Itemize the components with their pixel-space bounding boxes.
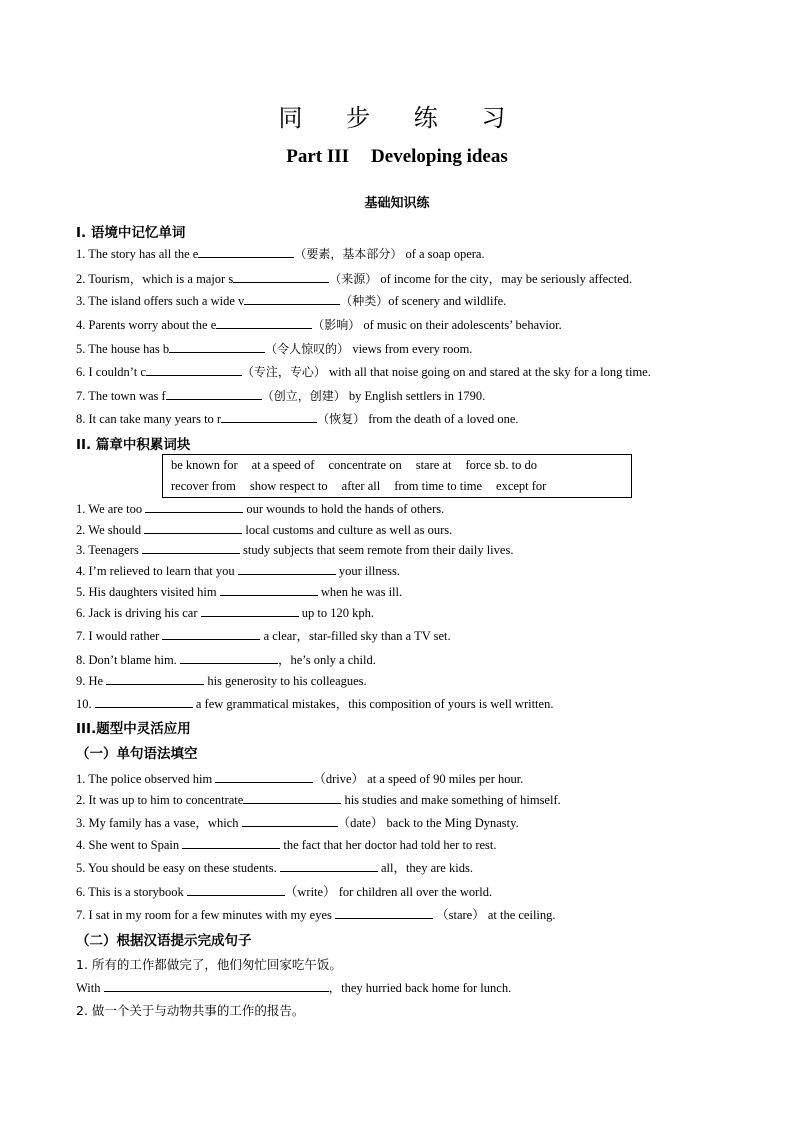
answer-blank[interactable]	[146, 363, 242, 376]
phrase-item: 6. Jack is driving his car up to 120 kph.	[76, 606, 374, 620]
vocab-item: 2. Tourism，which is a major s （来源） of income for the city，may be seriously affected.	[76, 272, 633, 286]
grammar-item: 6. This is a storybook （write） for children all over the world.	[76, 885, 493, 899]
phrase-item: 5. His daughters visited him when he was ill.	[76, 585, 403, 599]
answer-blank[interactable]	[201, 604, 299, 617]
answer-blank[interactable]	[335, 906, 433, 919]
vocab-item: 7. The town was f （创立，创建） by English settlers in 1790.	[76, 389, 486, 403]
answer-blank[interactable]	[187, 883, 285, 896]
vocab-item: 3. The island offers such a wide v （种类）of scenery and wildlife.	[76, 294, 507, 308]
word-bank-item: concentrate on	[328, 458, 402, 472]
answer-blank[interactable]	[221, 410, 317, 423]
answer-blank[interactable]	[182, 836, 280, 849]
answer-blank[interactable]	[233, 270, 329, 283]
grammar-item: 4. She went to Spain the fact that her doctor had told her to rest.	[76, 838, 497, 852]
word-bank-item: at a speed of	[251, 458, 315, 472]
answer-blank[interactable]	[238, 562, 336, 575]
answer-blank[interactable]	[166, 387, 262, 400]
word-bank-row	[171, 479, 560, 494]
answer-blank[interactable]	[104, 979, 329, 992]
subtitle-topic: Developing ideas	[371, 146, 508, 167]
answer-blank[interactable]	[144, 521, 242, 534]
answer-blank[interactable]	[169, 340, 265, 353]
grammar-item: 3. My family has a vase，which （date） back to the Ming Dynasty.	[76, 816, 519, 830]
phrase-item: 9. He his generosity to his colleagues.	[76, 674, 367, 688]
answer-blank[interactable]	[106, 672, 204, 685]
grammar-item: 1. The police observed him （drive） at a speed of 90 miles per hour.	[76, 772, 524, 786]
answer-blank[interactable]	[242, 814, 338, 827]
section3-heading: III.题型中灵活应用	[76, 721, 191, 737]
translation-prompt: 1. 所有的工作都做完了，他们匆忙回家吃午饭。	[76, 957, 342, 972]
answer-blank[interactable]	[243, 791, 341, 804]
grammar-item: 5. You should be easy on these students. all，they are kids.	[76, 861, 473, 875]
answer-blank[interactable]	[145, 500, 243, 513]
phrase-item: 4. I’m relieved to learn that you your illness.	[76, 564, 400, 578]
word-bank-row	[171, 458, 551, 473]
answer-blank[interactable]	[280, 859, 378, 872]
word-bank-item: from time to time	[394, 479, 483, 493]
translation-prompt: 2. 做一个关于与动物共事的工作的报告。	[76, 1003, 305, 1018]
phrase-item: 7. I would rather a clear，star-filled sky than a TV set.	[76, 629, 451, 643]
phrase-item: 2. We should local customs and culture as well as ours.	[76, 523, 453, 537]
answer-blank[interactable]	[162, 627, 260, 640]
answer-blank[interactable]	[95, 695, 193, 708]
word-bank-item: stare at	[415, 458, 452, 472]
answer-blank[interactable]	[180, 651, 278, 664]
answer-blank[interactable]	[215, 770, 313, 783]
phrase-item: 3. Teenagers study subjects that seem remote from their daily lives.	[76, 543, 514, 557]
vocab-item: 1. The story has all the e （要素，基本部分） of a soap opera.	[76, 247, 485, 261]
word-bank-item: show respect to	[249, 479, 328, 493]
answer-blank[interactable]	[198, 245, 294, 258]
word-bank-item: after all	[341, 479, 381, 493]
section3-sub1-heading: （一）单句语法填空	[76, 746, 198, 762]
word-bank-item: force sb. to do	[465, 458, 537, 472]
section3-sub2-heading: （二）根据汉语提示完成句子	[76, 933, 252, 949]
section1-heading: I. 语境中记忆单词	[76, 225, 186, 241]
word-bank-box	[162, 454, 632, 498]
section2-heading: II. 篇章中积累词块	[76, 437, 191, 453]
vocab-item: 6. I couldn’t c （专注，专心） with all that noise going on and stared at the sky for a long time.	[76, 365, 651, 379]
answer-blank[interactable]	[244, 292, 340, 305]
phrase-item: 1. We are too our wounds to hold the hands of others.	[76, 502, 445, 516]
word-bank-item: recover from	[171, 479, 236, 493]
translation-item: With ，they hurried back home for lunch.	[76, 981, 512, 995]
phrase-item: 8. Don’t blame him. ，he’s only a child.	[76, 653, 376, 667]
vocab-item: 4. Parents worry about the e （影响） of music on their adolescents’ behavior.	[76, 318, 562, 332]
word-bank-item: be known for	[171, 458, 238, 472]
answer-blank[interactable]	[220, 583, 318, 596]
page-title: 同 步 练 习	[278, 104, 524, 132]
phrase-item: 10. a few grammatical mistakes，this composition of yours is well written.	[76, 697, 554, 711]
answer-blank[interactable]	[216, 316, 312, 329]
grammar-item: 2. It was up to him to concentrate his studies and make something of himself.	[76, 793, 561, 807]
section-heading-basic: 基础知识练	[364, 196, 430, 211]
subtitle-part: Part III	[286, 146, 350, 167]
answer-blank[interactable]	[142, 541, 240, 554]
vocab-item: 8. It can take many years to r （恢复） from the death of a loved one.	[76, 412, 519, 426]
grammar-item: 7. I sat in my room for a few minutes with my eyes （stare） at the ceiling.	[76, 908, 556, 922]
vocab-item: 5. The house has b （令人惊叹的） views from every room.	[76, 342, 473, 356]
page-subtitle	[76, 146, 718, 168]
word-bank-item: except for	[496, 479, 547, 493]
